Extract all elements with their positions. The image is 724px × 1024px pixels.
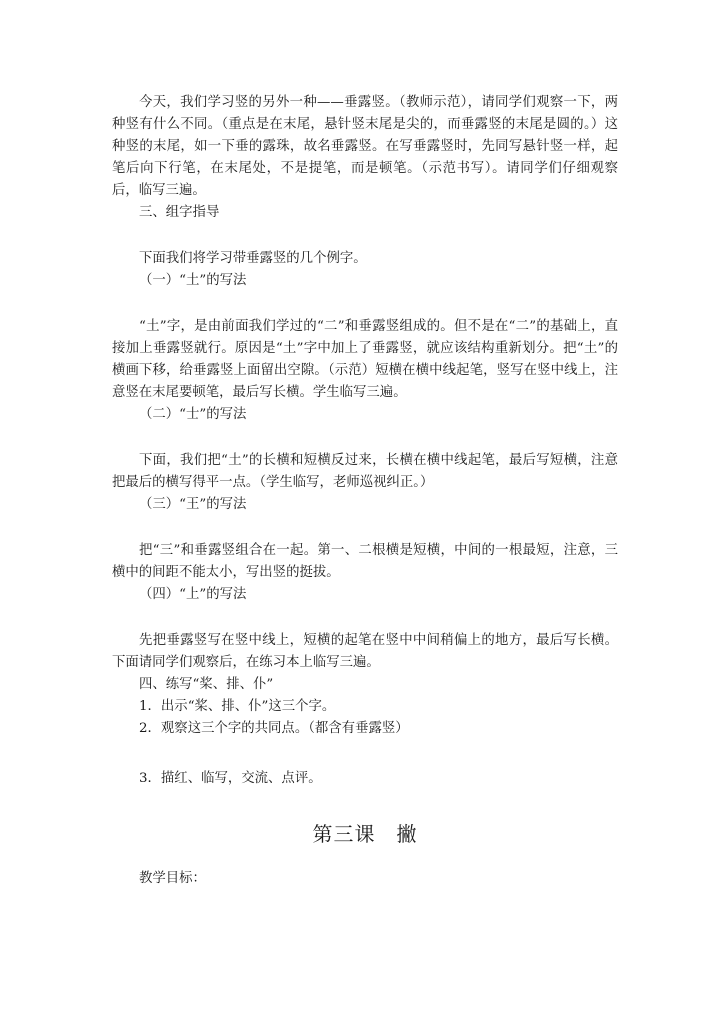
document-page bbox=[112, 92, 618, 890]
objectives-label: 教学目标： bbox=[139, 871, 206, 886]
subheading-tu: （一）“土”的写法 bbox=[139, 273, 247, 288]
intro-paragraph: 今天，我们学习竖的另外一种——垂露竖。（教师示范），请同学们观察一下，两种竖有什么不同。（重点是在末尾，悬针竖末尾是尖的，而垂露竖的末尾是圆的。）这种竖的末尾，如一下垂的露珠，故名垂露竖。在写垂露竖时，先同写悬针竖一样，起笔后向下行笔，在末尾处，不是提笔，而是顿笔。（示范书写）。请同学们仔细观察后，临写三遍。 bbox=[112, 95, 618, 198]
subheading-wang: （三）“王”的写法 bbox=[139, 497, 247, 512]
list-item-2: 2．观察这三个字的共同点。（都含有垂露竖） bbox=[139, 721, 409, 736]
subheading-shi: （二）“士”的写法 bbox=[139, 407, 247, 422]
section-heading-four: 四、练写“桨、排、仆” bbox=[139, 677, 274, 692]
lesson-title: 第三课 撇 bbox=[312, 822, 418, 846]
section-intro-paragraph: 下面我们将学习带垂露竖的几个例字。 bbox=[139, 251, 367, 266]
list-item-1: 1．出示“桨、排、仆”这三个字。 bbox=[139, 699, 336, 714]
shang-paragraph: 先把垂露竖写在竖中线上，短横的起笔在竖中中间稍偏上的地方，最后写长横。下面请同学们观察后，在练习本上临写三遍。 bbox=[112, 633, 618, 670]
section-heading-three: 三、组字指导 bbox=[139, 205, 220, 220]
list-item-3: 3．描红、临写，交流、点评。 bbox=[139, 771, 322, 786]
wang-paragraph: 把“三”和垂露竖组合在一起。第一、二根横是短横，中间的一根最短，注意，三横中的间距不能太小，写出竖的挺拔。 bbox=[112, 543, 618, 580]
shi-paragraph: 下面，我们把“土”的长横和短横反过来，长横在横中线起笔，最后写短横，注意把最后的横写得平一点。（学生临写，老师巡视纠正。） bbox=[112, 453, 618, 490]
subheading-shang: （四）“上”的写法 bbox=[139, 587, 247, 602]
tu-paragraph: “土”字，是由前面我们学过的“二”和垂露竖组成的。但不是在“二”的基础上，直接加上垂露竖就行。原因是“土”字中加上了垂露竖，就应该结构重新划分。把“土”的横画下移，给垂露竖上面留出空隙。（示范）短横在横中线起笔，竖写在竖中线上，注意竖在末尾要顿笔，最后写长横。学生临写三遍。 bbox=[112, 319, 618, 400]
